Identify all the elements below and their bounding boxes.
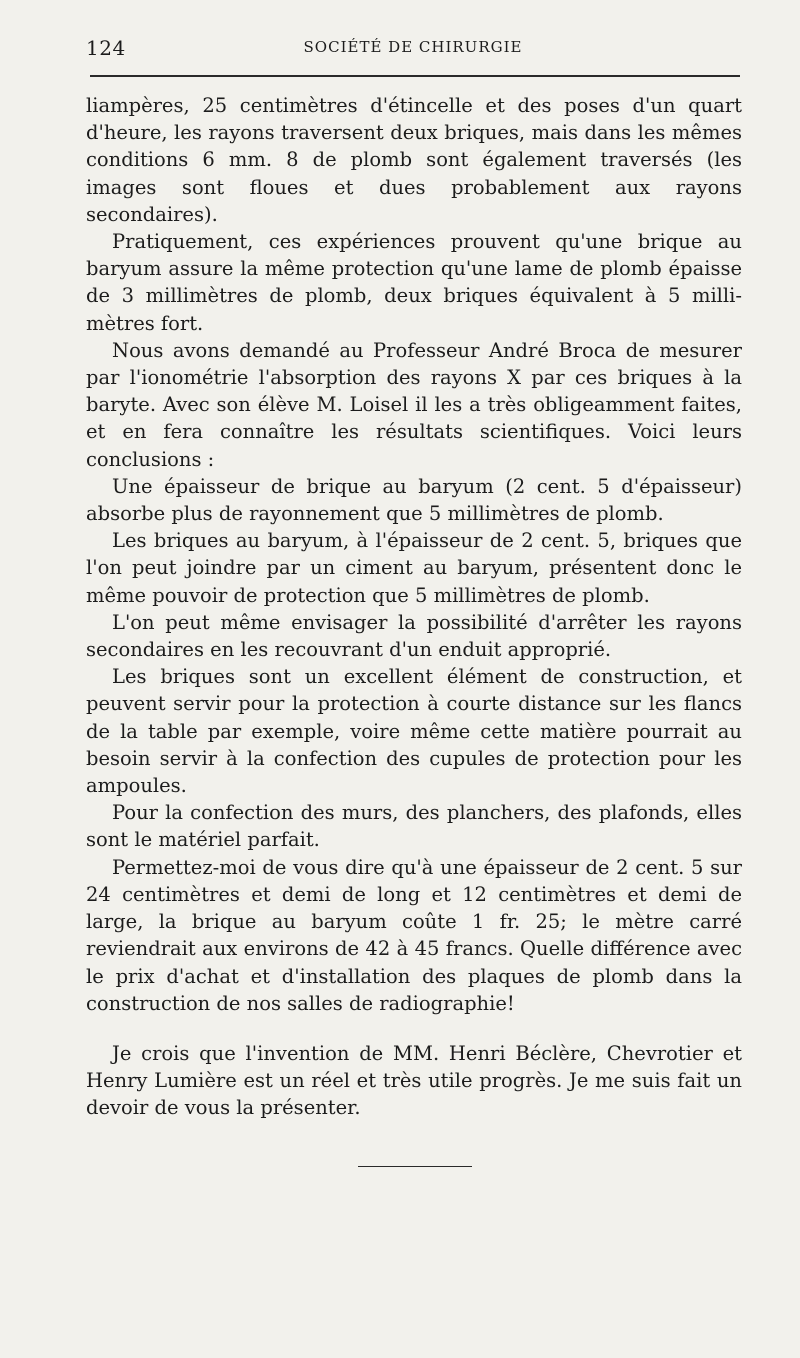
closing-paragraph: Je crois que l'invention de MM. Henri Béclère, Chevrotier et Henry Lumière est un réel et très utile progrès. Je me suis fait un devoir de vous la présenter.	[86, 1042, 742, 1120]
paragraph: Les briques au baryum, à l'épaisseur de 2 cent. 5, briques que l'on peut joindre par un ciment au baryum, présentent donc le même pouvoir de protection que 5 millimètres de plomb.	[86, 529, 742, 607]
paragraph: Pratiquement, ces expériences prouvent qu'une brique au baryum assure la même protection qu'une lame de plomb épaisse de 3 millimètres de plomb, deux briques équivalent à 5 millimètres fort.	[86, 230, 742, 335]
paragraph: Une épaisseur de brique au baryum (2 cent. 5 d'épaisseur) absorbe plus de rayonnement que 5 millimètres de plomb.	[86, 474, 742, 526]
header-rule	[90, 75, 740, 77]
paragraph: Permettez-moi de vous dire qu'à une épaisseur de 2 cent. 5 sur 24 centimètres et demi de long et 12 centimètres et demi de large, la brique au baryum coûte 1 fr. 25; le mètre carré reviendrait aux environs de 42 à 45 francs. Quelle différence avec le prix d'achat et d'installation des plaques de plomb dans la construction de nos salles de radiographie!	[86, 855, 742, 1015]
paragraph-continuation: liampères, 25 centimètres d'étincelle et des poses d'un quart d'heure, les rayons traversent deux briques, mais dans les mêmes conditions 6 mm. 8 de plomb sont également traversés (les images sont floues et dues probablement aux rayons secondaires).	[86, 94, 742, 226]
running-head: SOCIÉTÉ DE CHIRURGIE	[303, 38, 523, 56]
body-text	[86, 92, 742, 1017]
paragraph: Les briques sont un excellent élément de construction, et peuvent servir pour la protection à courte distance sur les flancs de la table par exemple, voire même cette matière pourrait au besoin servir à la confection des cupules de protection pour les ampoules.	[86, 665, 742, 798]
page-header	[86, 36, 740, 62]
paragraph: Pour la confection des murs, des planchers, des plafonds, elles sont le matériel parfait.	[86, 801, 742, 852]
closing-paragraph-block	[86, 1040, 742, 1122]
paragraph: Nous avons demandé au Professeur André Broca de mesurer par l'ionométrie l'absorption des rayons X par ces briques à la baryte. Avec son élève M. Loisel il les a très obligeamment faites, et en fera connaître les résultats scientifiques. Voici leurs conclusions :	[86, 338, 742, 471]
paragraph: L'on peut même envisager la possibilité d'arrêter les rayons secondaires en les recouvrant d'un enduit approprié.	[86, 610, 742, 662]
end-rule	[358, 1166, 472, 1167]
page-number: 124	[86, 36, 126, 60]
